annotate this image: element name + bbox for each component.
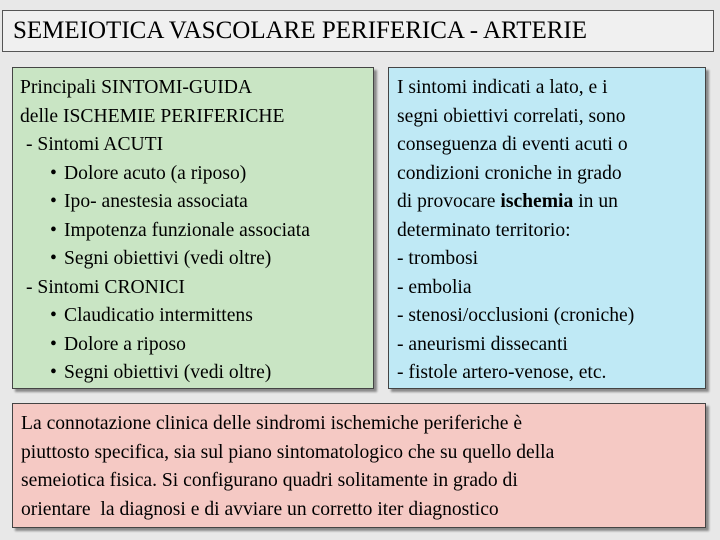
causes-text-line: segni obiettivi correlati, sono xyxy=(397,105,626,127)
summary-line: semeiotica fisica. Si configurano quadri solitamente in grado di xyxy=(21,470,518,491)
bullet-icon: • xyxy=(50,333,57,355)
bullet-icon: • xyxy=(50,248,57,269)
bullet-icon: • xyxy=(50,219,57,241)
bullet-icon: • xyxy=(50,162,57,184)
causes-text-line xyxy=(397,188,705,217)
chronic-symptoms-label: - Sintomi CRONICI xyxy=(26,276,185,298)
bullet-icon: • xyxy=(50,305,57,326)
acute-symptom-text: Impotenza funzionale associata xyxy=(64,219,310,241)
bullet-icon: • xyxy=(50,191,57,212)
summary-box xyxy=(12,403,706,528)
ischemia-keyword: ischemia xyxy=(500,191,574,212)
acute-symptom-item xyxy=(20,245,373,274)
summary-line: orientare la diagnosi e di avviare un corretto iter diagnostico xyxy=(21,498,499,520)
chronic-symptom-item xyxy=(20,302,373,331)
symptoms-heading-line2: delle ISCHEMIE PERIFERICHE xyxy=(20,105,285,127)
chronic-symptom-item xyxy=(20,331,373,360)
acute-symptom-text: Dolore acuto (a riposo) xyxy=(64,162,247,184)
chronic-symptom-text: Dolore a riposo xyxy=(64,333,186,355)
symptoms-box xyxy=(12,67,374,389)
cause-item: - embolia xyxy=(397,276,472,298)
acute-symptom-item xyxy=(20,217,373,246)
cause-item: - stenosi/occlusioni (croniche) xyxy=(397,305,635,326)
acute-symptoms-label: - Sintomi ACUTI xyxy=(26,134,164,155)
cause-item: - fistole artero-venose, etc. xyxy=(397,362,607,383)
acute-symptom-text: Segni obiettivi (vedi oltre) xyxy=(64,248,272,269)
acute-symptom-item xyxy=(20,188,373,217)
cause-item: - trombosi xyxy=(397,248,479,269)
causes-text-fragment: in un xyxy=(573,191,618,212)
causes-text-line: I sintomi indicati a lato, e i xyxy=(397,77,608,98)
causes-text-fragment: di provocare xyxy=(397,191,501,212)
chronic-symptom-text: Claudicatio intermittens xyxy=(64,305,253,326)
bullet-icon: • xyxy=(50,362,57,383)
causes-box xyxy=(388,67,706,389)
causes-text-line: condizioni croniche in grado xyxy=(397,162,622,184)
slide-title: SEMEIOTICA VASCOLARE PERIFERICA - ARTERIE xyxy=(2,10,714,52)
causes-text-line: determinato territorio: xyxy=(397,219,571,241)
chronic-symptom-item xyxy=(20,359,373,388)
symptoms-heading-line1: Principali SINTOMI-GUIDA xyxy=(20,77,253,98)
acute-symptom-text: Ipo- anestesia associata xyxy=(64,191,248,212)
summary-line: piuttosto specifica, sia sul piano sintomatologico che su quello della xyxy=(21,441,555,463)
summary-line: La connotazione clinica delle sindromi ischemiche periferiche è xyxy=(21,413,523,434)
causes-text-line: conseguenza di eventi acuti o xyxy=(397,134,628,155)
acute-symptom-item xyxy=(20,160,373,189)
cause-item: - aneurismi dissecanti xyxy=(397,333,568,355)
chronic-symptom-text: Segni obiettivi (vedi oltre) xyxy=(64,362,272,383)
